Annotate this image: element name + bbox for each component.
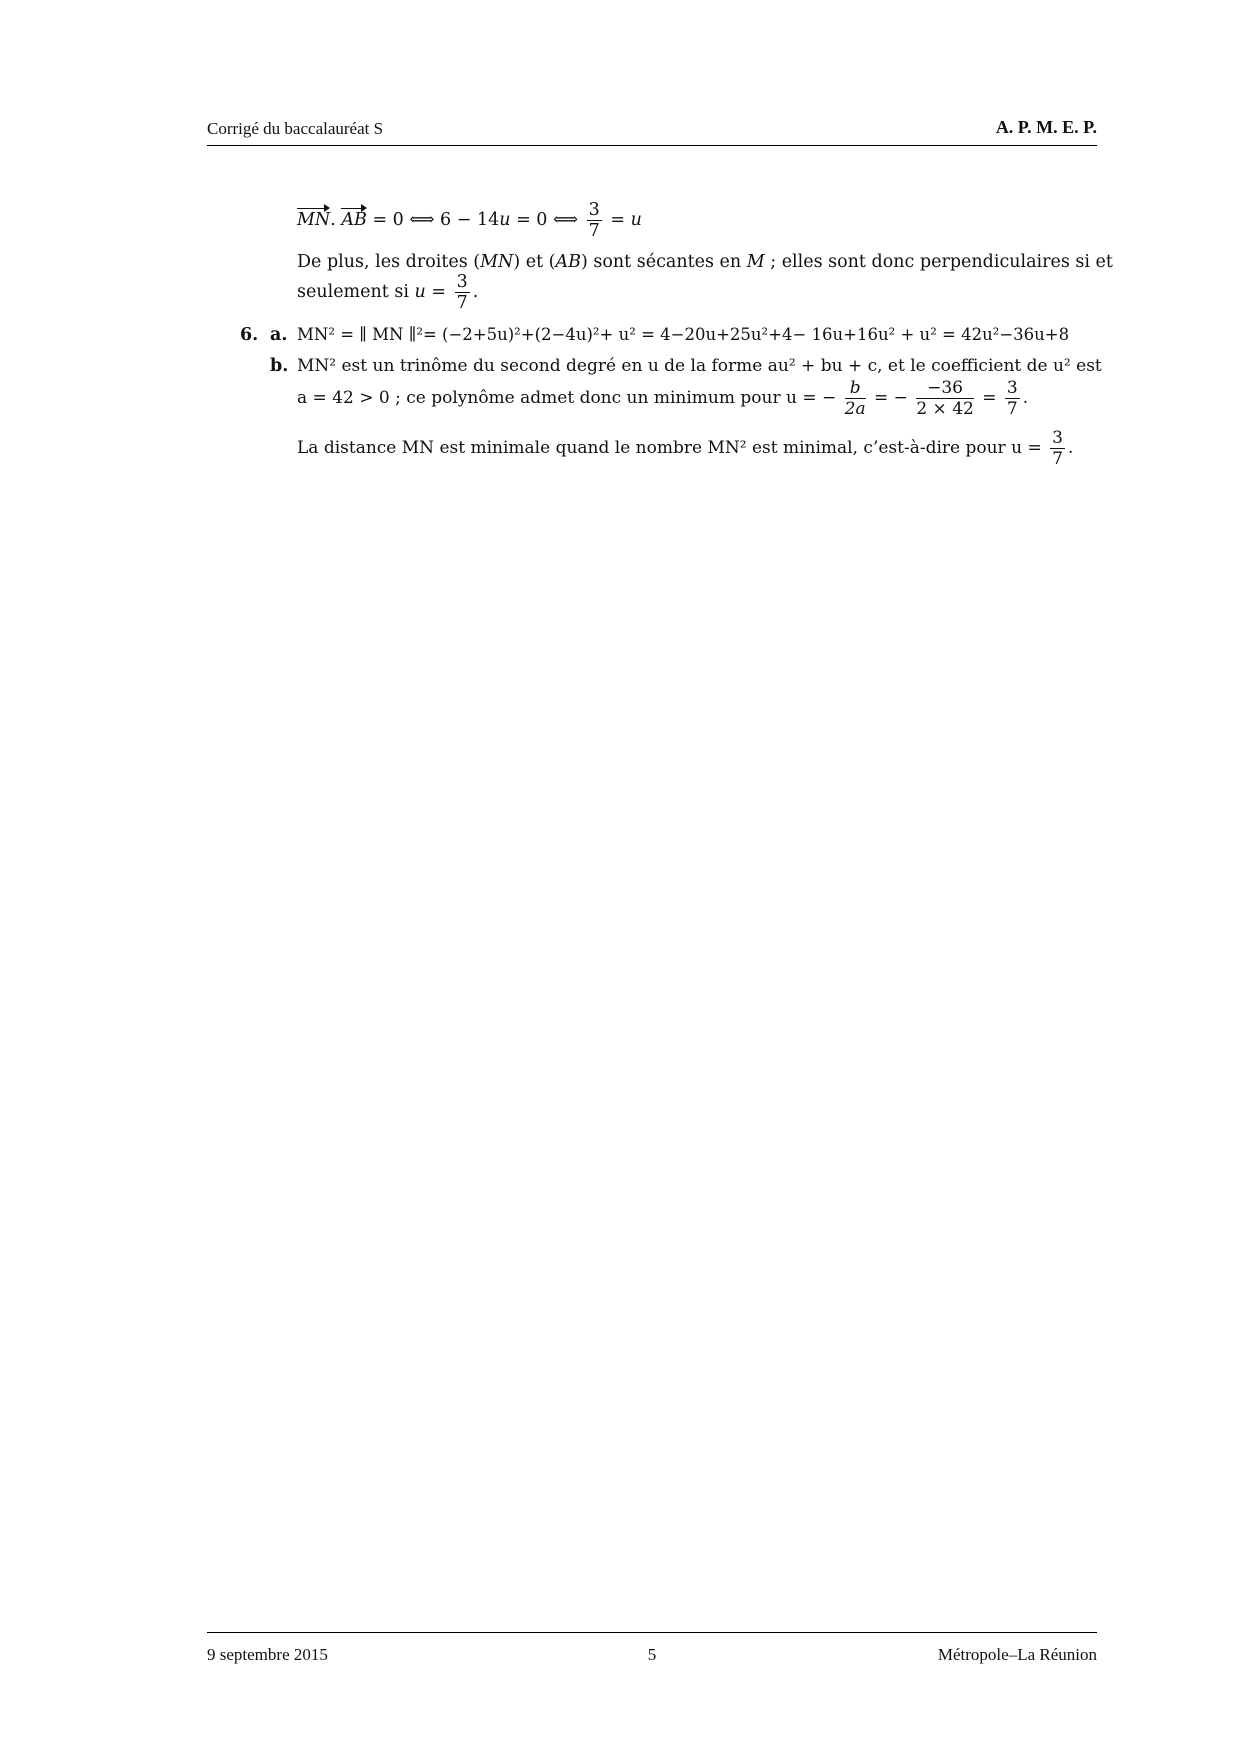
fraction: $\frac{3}{7}$ — [456, 272, 468, 313]
footer-location: Métropole–La Réunion — [937, 1645, 1097, 1664]
vector-mn: MN — [297, 210, 331, 230]
question-number: 6. — [240, 325, 259, 345]
page-footer — [207, 1632, 1097, 1663]
fraction: $\frac{3}{7}$ — [1006, 378, 1018, 419]
header-title: Corrigé du baccalauréat S — [207, 119, 384, 138]
page-header — [207, 117, 1097, 146]
minimum-equation: a = 42 > 0 ; ce polynôme admet donc un minimum pour u = − $\frac{b}{2a}$ = − $\frac{-36}{2 \times 42}$ = $\frac{3}{7}$ . — [297, 378, 1029, 419]
footer-date: 9 septembre 2015 — [207, 1645, 328, 1664]
page-number: 5 — [647, 1645, 657, 1664]
fraction: $\frac{3}{7}$ — [588, 200, 600, 241]
fraction: $\frac{-36}{2 \times 42}$ — [916, 378, 974, 419]
paragraph-line: De plus, les droites (MN) et (AB) sont sécantes en M ; elles sont donc perpendiculaires si et — [297, 252, 1113, 272]
vector-ab: AB — [341, 210, 367, 230]
fraction: $\frac{3}{7}$ — [1052, 428, 1063, 469]
header-org: A. P. M. E. P. — [995, 117, 1097, 137]
paragraph-line: seulement si u = $\frac{3}{7}$ . — [297, 272, 479, 313]
paragraph-line: La distance MN est minimale quand le nombre MN² est minimal, c’est-à-dire pour u = $\frac{3}{7}$ . — [297, 428, 1074, 469]
dot-product-equation: MN. AB = 0 ⟺ 6 − 14u = 0 ⟺ $\frac{3}{7}$ = u — [297, 200, 642, 241]
norm-equation: MN² = ∥ MN ∥²= (−2+5u)²+(2−4u)²+ u² = 4−20u+25u²+4− 16u+16u² + u² = 42u²−36u+8 — [297, 325, 1070, 344]
part-label-b: b. — [270, 356, 289, 376]
paragraph-line: MN² est un trinôme du second degré en u de la forme au² + bu + c, et le coefficient de u² est — [297, 356, 1102, 376]
part-label-a: a. — [270, 325, 288, 345]
fraction: $\frac{b}{2a}$ — [844, 378, 866, 419]
